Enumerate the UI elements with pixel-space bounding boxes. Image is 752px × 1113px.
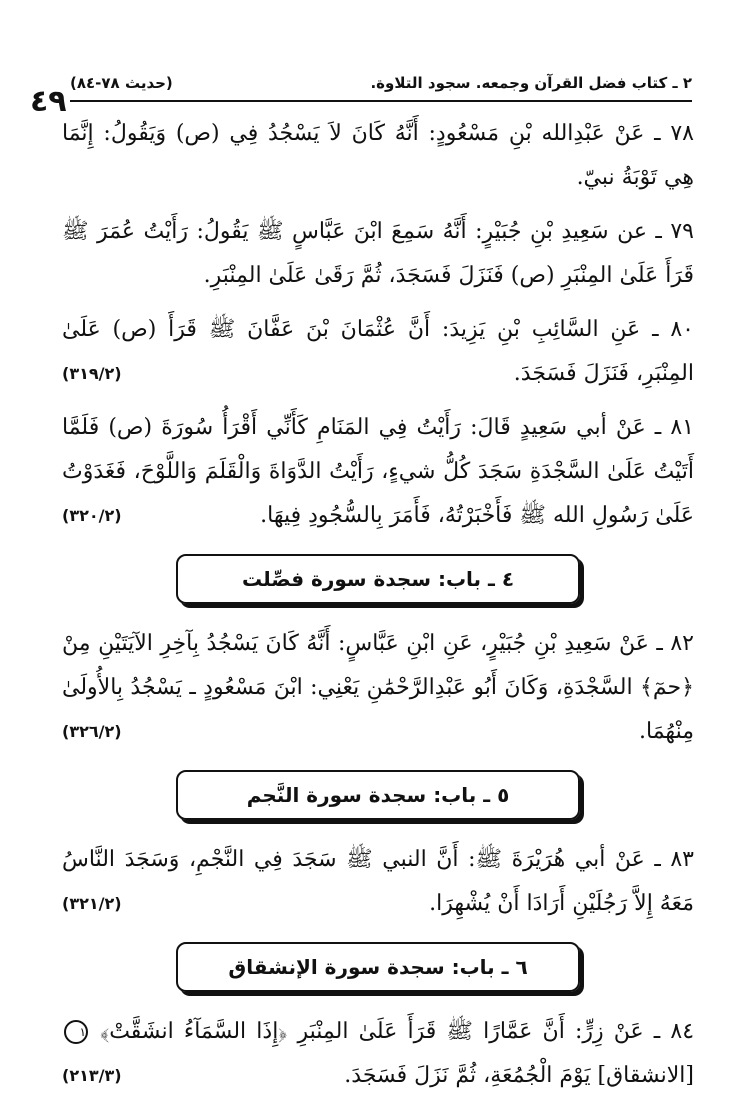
hadith-84: [62, 1010, 694, 1098]
hadith-text: ٨٤ ـ عَنْ زِرٍّ: أَنَّ عَمَّارًا ﷺ قَرَأَ عَلَىٰ المِنْبَرِ ﴿إِذَا السَّمَآءُ انشَقَّتْ﴾: [100, 1019, 695, 1044]
hadith-source-ref: (٢١٣/٣): [62, 1066, 122, 1085]
hadith-78: [62, 112, 694, 200]
header-chapter-title: ٢ ـ كتاب فضل القرآن وجمعه. سجود التلاوة.: [370, 74, 692, 92]
hadith-source-ref: (٣١٩/٢): [62, 364, 122, 383]
hadith-text: ٨٣ ـ عَنْ أبي هُرَيْرَةَ ﷺ: أَنَّ النبي ﷺ سَجَدَ فِي النَّجْمِ، وَسَجَدَ النَّاسُ مَعَهُ إِلاَّ رَجُلَيْنِ أَرَادَا أَنْ يُشْهِرَا.: [62, 847, 694, 916]
hadith-text: ٧٨ ـ عَنْ عَبْدِالله بْنِ مَسْعُودٍ: أَنَّهُ كَانَ لاَ يَسْجُدُ فِي (ص) وَيَقُولُ: إِنَّمَا هِي تَوْبَةُ نبيّ.: [62, 121, 694, 190]
hadith-text: ٨٠ ـ عَنِ السَّائِبِ بْنِ يَزِيدَ: أَنَّ عُثْمَانَ بْنَ عَفَّانَ ﷺ قَرَأَ (ص) عَلَىٰ المِنْبَرِ، فَنَزَلَ فَسَجَدَ.: [62, 317, 694, 386]
hadith-text-tail: [الانشقاق] يَوْمَ الْجُمُعَةِ، ثُمَّ نَزَلَ فَسَجَدَ.: [344, 1063, 694, 1088]
hadith-81: [62, 406, 694, 538]
chapter-heading-fussilat: ٤ ـ باب: سجدة سورة فصِّلت: [176, 554, 580, 604]
hadith-82: [62, 622, 694, 754]
chapter-heading-inshiqaq: ٦ ـ باب: سجدة سورة الإنشقاق: [176, 942, 580, 992]
hadith-79: [62, 210, 694, 298]
header-hadith-range: (حديث ٧٨-٨٤): [70, 74, 173, 92]
hadith-80: [62, 308, 694, 396]
hadith-text: ٧٩ ـ عن سَعِيدِ بْنِ جُبَيْرٍ: أَنَّهُ سَمِعَ ابْنَ عَبَّاسٍ ﷺ يَقُولُ: رَأَيْتُ عُمَرَ ﷺ قَرَأَ عَلَىٰ المِنْبَرِ (ص) فَنَزَلَ فَسَجَدَ، ثُمَّ رَقَىٰ عَلَىٰ المِنْبَرِ.: [62, 219, 694, 288]
hadith-source-ref: (٣٢٦/٢): [62, 722, 122, 741]
page-content: [62, 112, 694, 1108]
ayah-number-marker: ١: [64, 1020, 88, 1044]
hadith-text: ٨١ ـ عَنْ أبي سَعِيدٍ قَالَ: رَأَيْتُ فِي المَنَامِ كَأَنِّي أَقْرَأُ سُورَةَ (ص) فَلَمَّا أَتَيْتُ عَلَىٰ السَّجْدَةِ سَجَدَ كُلُّ شيءٍ، رَأَيْتُ الدَّوَاةَ وَالْقَلَمَ وَاللَّوْحَ، فَغَدَوْتُ عَلَىٰ رَسُولِ الله ﷺ فَأَخْبَرْتُهُ، فَأَمَرَ بِالسُّجُودِ فِيهَا.: [62, 415, 694, 528]
hadith-text: ٨٢ ـ عَنْ سَعِيدِ بْنِ جُبَيْرٍ، عَنِ ابْنِ عَبَّاسٍ: أَنَّهُ كَانَ يَسْجُدُ بِآخِرِ الآيَتَيْنِ مِنْ ﴿حمٓ﴾ السَّجْدَةِ، وَكَانَ أَبُو عَبْدِالرَّحْمَٰنِ يَعْنِي: ابْنَ مَسْعُودٍ ـ يَسْجُدُ بِالأُولَىٰ مِنْهُمَا.: [62, 631, 694, 744]
hadith-source-ref: (٣٢٠/٢): [62, 506, 122, 525]
chapter-heading-najm: ٥ ـ باب: سجدة سورة النَّجم: [176, 770, 580, 820]
hadith-83: [62, 838, 694, 926]
page-number: ٤٩: [30, 84, 67, 119]
running-header: [70, 66, 692, 102]
hadith-source-ref: (٣٢١/٢): [62, 894, 122, 913]
